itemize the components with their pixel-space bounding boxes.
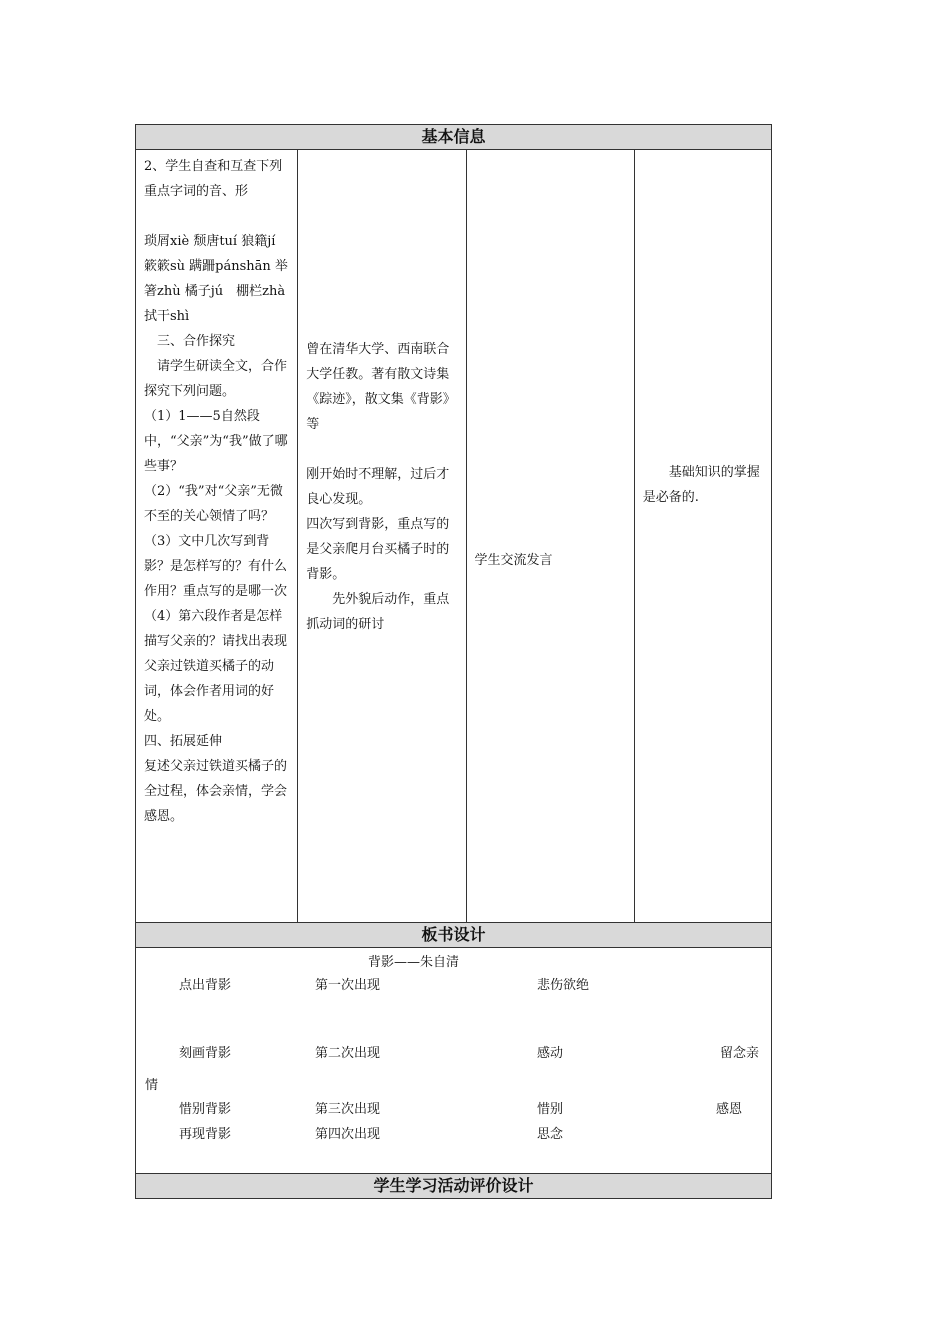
evaluation-header: 学生学习活动评价设计 — [136, 1174, 772, 1199]
board-item: 悲伤欲绝 — [537, 978, 590, 993]
design-intent-cell — [634, 150, 771, 923]
content-cell — [298, 150, 466, 923]
basic-info-header: 基本信息 — [136, 125, 772, 150]
board-item: 再现背影 — [179, 1127, 232, 1142]
lesson-plan-table — [135, 124, 772, 1199]
board-heading: 背影——朱自清 — [368, 955, 460, 970]
student-activity-cell — [466, 150, 634, 923]
board-item: 第四次出现 — [315, 1127, 381, 1142]
board-item-wrap: 情 — [145, 1078, 159, 1093]
board-item: 留念亲 — [720, 1046, 760, 1061]
student-activity-text: 学生交流发言 — [474, 553, 553, 568]
board-item: 点出背影 — [179, 978, 232, 993]
board-item: 感动 — [537, 1046, 564, 1061]
board-design — [136, 948, 771, 1173]
board-design-header: 板书设计 — [136, 923, 772, 948]
board-item: 感恩 — [716, 1102, 743, 1117]
board-item: 惜别 — [537, 1102, 564, 1117]
board-design-cell — [136, 948, 772, 1174]
design-intent-text: 基础知识的掌握是必备的. — [642, 465, 760, 505]
board-item: 思念 — [537, 1127, 564, 1142]
procedure-cell — [136, 150, 298, 923]
board-item: 刻画背影 — [179, 1046, 232, 1061]
content-text: 曾在清华大学、西南联合大学任教。著有散文诗集《踪迹》，散文集《背影》等 刚开始时不理解，过后才良心发现。 四次写到背影，重点写的是父亲爬月台买橘子时的背影。 先外貌后动作，重点抓动词的研讨 — [306, 342, 456, 632]
board-item: 第三次出现 — [315, 1102, 381, 1117]
board-item: 第一次出现 — [315, 978, 381, 993]
board-item: 第二次出现 — [315, 1046, 381, 1061]
procedure-text: 2、学生自查和互查下列重点字词的音、形 琐屑xiè 颓唐tuí 狼籍jí 簌簌sù 蹒跚pánshān 举箸zhù 橘子jú 棚栏zhà 拭干shì 三、合作探究 请学生研读全文，合作探究下列问题。 （1）1——5自然段中，“父亲”为“我”做了哪些事？ （2）“我”对“父亲”无微不至的关心领情了吗？ （3）文中几次写到背影？是怎样写的？有什么作用？重点写的是哪一次 （4）第六段作者是怎样描写父亲的？请找出表现父亲过铁道买橘子的动词，体会作者用词的好处。 四、拓展延伸 复述父亲过铁道买橘子的全过程，体会亲情，学会感恩。 — [144, 159, 288, 824]
board-item: 惜别背影 — [179, 1102, 232, 1117]
